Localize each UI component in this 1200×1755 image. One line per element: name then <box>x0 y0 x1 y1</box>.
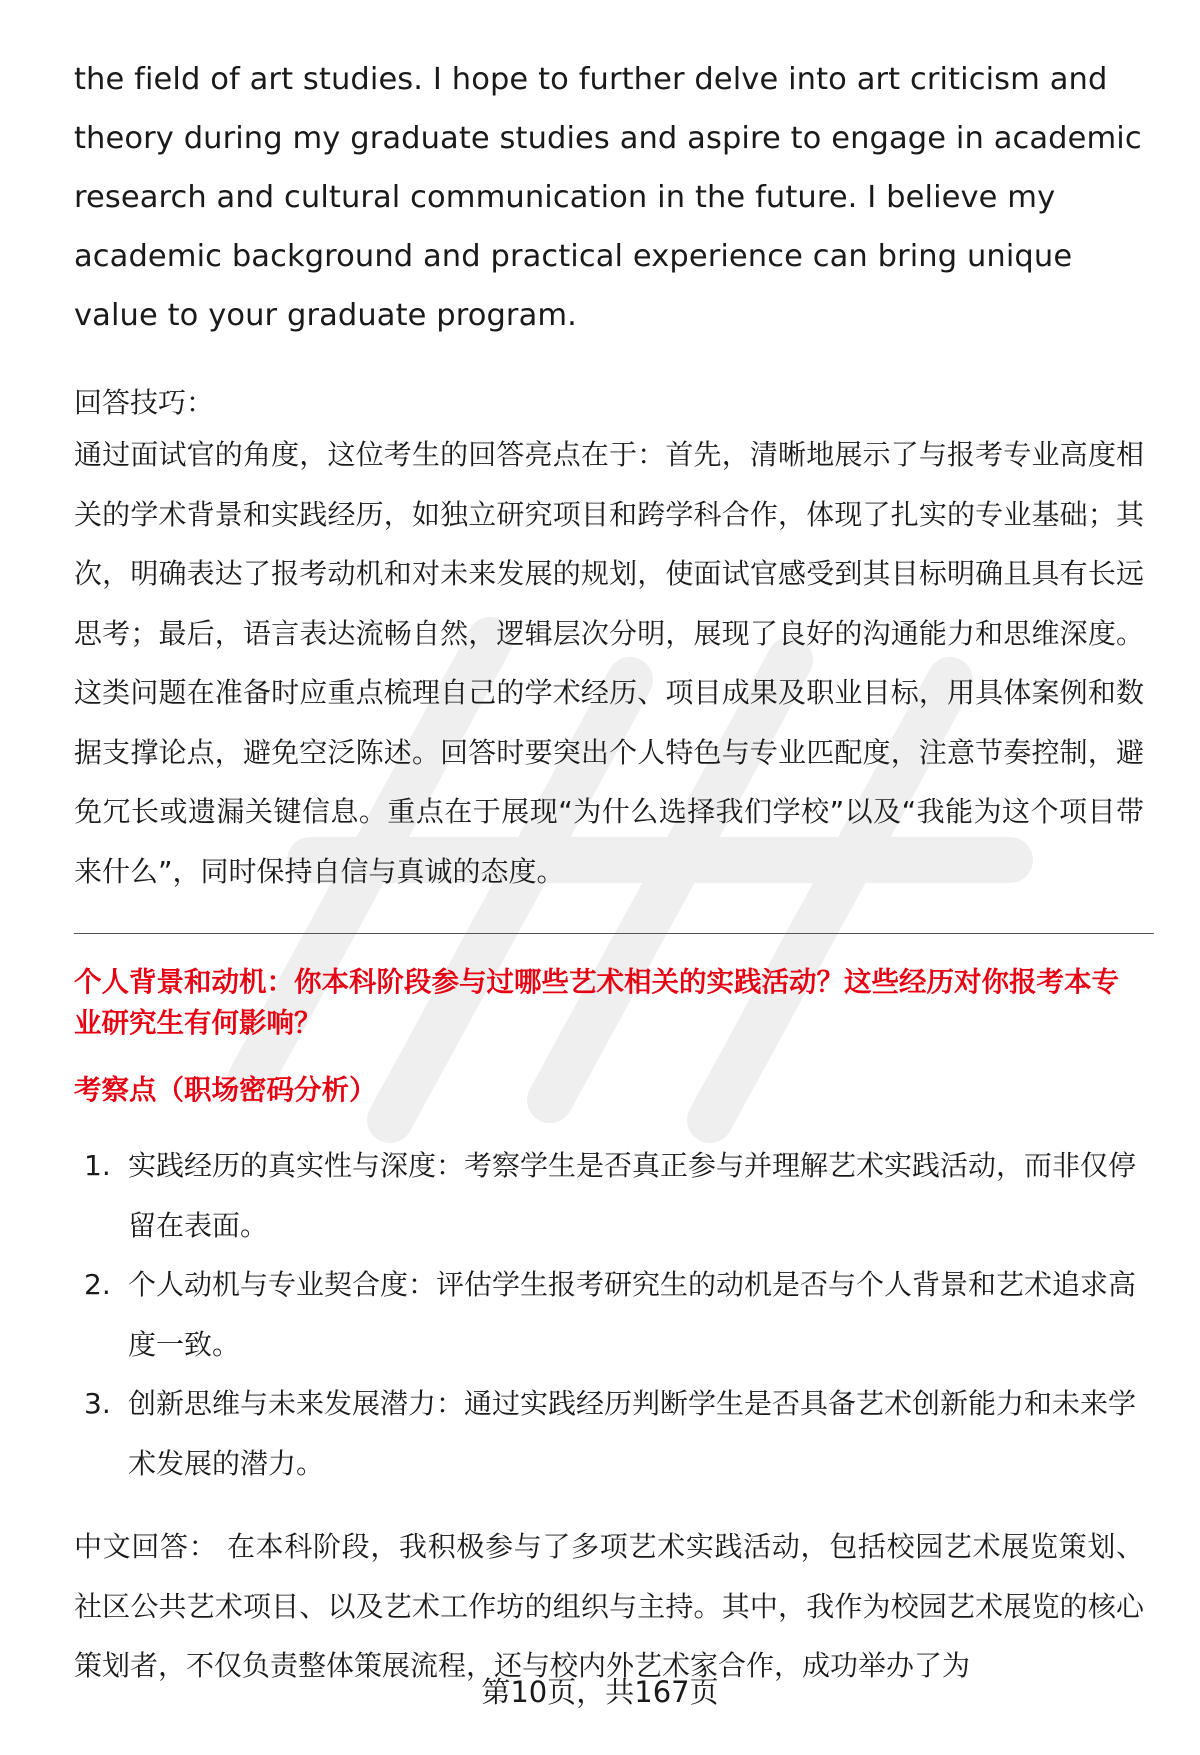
list-item-number: 3. <box>84 1387 111 1420</box>
list-item-text: 实践经历的真实性与深度：考察学生是否真正参与并理解艺术实践活动，而非仅停留在表面。 <box>128 1149 1137 1242</box>
question-title: 个人背景和动机：你本科阶段参与过哪些艺术相关的实践活动？这些经历对你报考本专业研究生有何影响？ <box>74 966 1119 1039</box>
analysis-title: 考察点（职场密码分析） <box>74 1074 377 1106</box>
intro-paragraph: the field of art studies. I hope to further delve into art criticism and theory during my graduate studies and aspire to engage in academic research and cultural communication in the future. I believe my academic background and practical experience can bring unique value to your graduate program. <box>74 62 1142 333</box>
list-item-text: 个人动机与专业契合度：评估学生报考研究生的动机是否与个人背景和艺术追求高度一致。 <box>128 1268 1137 1361</box>
tips-paragraph: 通过面试官的角度，这位考生的回答亮点在于：首先，清晰地展示了与报考专业高度相关的学术背景和实践经历，如独立研究项目和跨学科合作，体现了扎实的专业基础；其次，明确表达了报考动机和对未来发展的规划，使面试官感受到其目标明确且具有长远思考；最后，语言表达流畅自然，逻辑层次分明，展现了良好的沟通能力和思维深度。这类问题在准备时应重点梳理自己的学术经历、项目成果及职业目标，用具体案例和数据支撑论点，避免空泛陈述。回答时要突出个人特色与专业匹配度，注意节奏控制，避免冗长或遗漏关键信息。重点在于展现“为什么选择我们学校”以及“我能为这个项目带来什么”，同时保持自信与真诚的态度。 <box>74 438 1144 888</box>
chinese-answer-paragraph: 中文回答： 在本科阶段，我积极参与了多项艺术实践活动，包括校园艺术展览策划、社区公共艺术项目、以及艺术工作坊的组织与主持。其中，我作为校园艺术展览的核心策划者，不仅负责整体策展流程，还与校内外艺术家合作，成功举办了为 <box>74 1530 1144 1682</box>
document-body <box>74 50 1144 1696</box>
analysis-points-list <box>74 1136 1144 1493</box>
list-item <box>74 1136 1144 1255</box>
tips-label: 回答技巧： <box>74 386 215 419</box>
list-item-number: 1. <box>84 1149 111 1182</box>
list-item-text: 创新思维与未来发展潜力：通过实践经历判断学生是否具备艺术创新能力和未来学术发展的潜力。 <box>128 1387 1137 1480</box>
section-divider <box>74 933 1154 934</box>
list-item <box>74 1374 1144 1493</box>
list-item <box>74 1255 1144 1374</box>
page-footer: 第10页，共167页 <box>481 1675 719 1709</box>
list-item-number: 2. <box>84 1268 111 1301</box>
